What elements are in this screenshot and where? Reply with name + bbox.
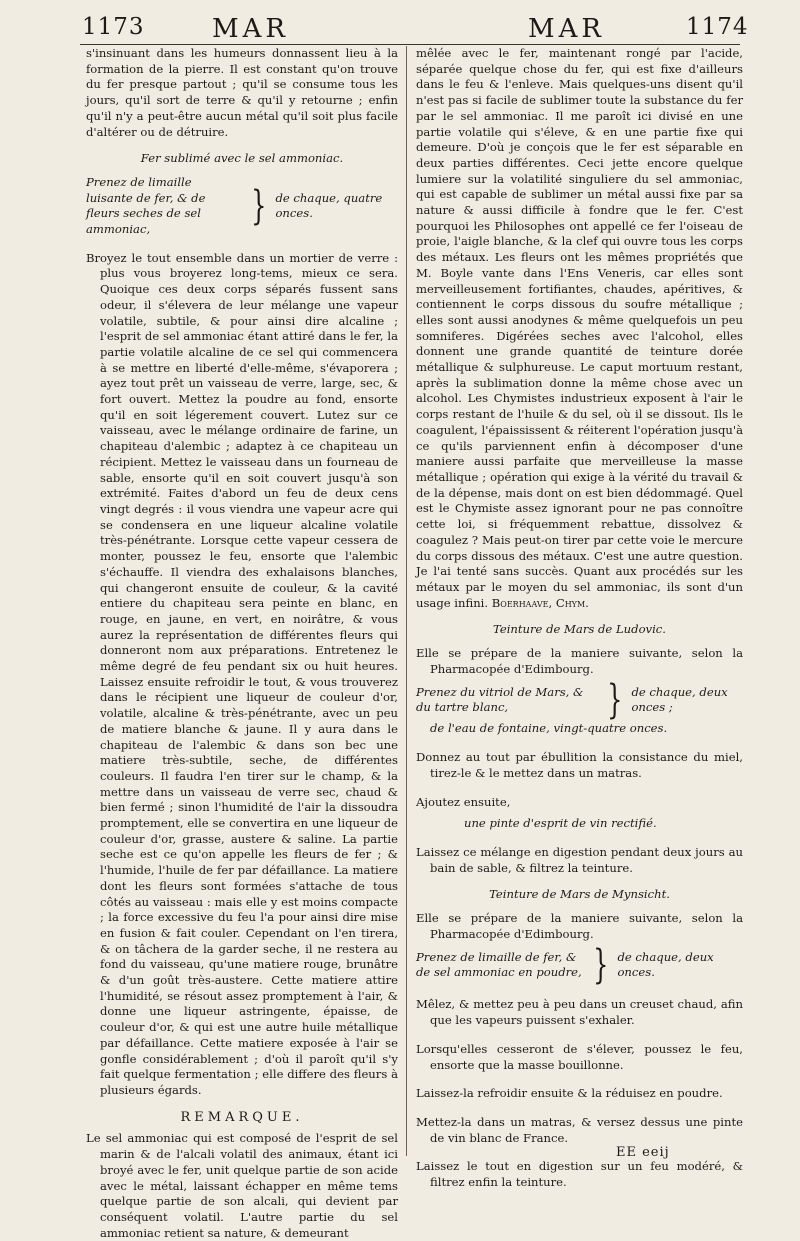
recipe-ludovic: [416, 677, 743, 724]
recipe-quantity: de chaque, quatre onces.: [275, 190, 383, 221]
section-heading: Teinture de Mars de Mynsicht.: [489, 887, 670, 902]
recipe-quantity: de chaque, deux onces ;: [631, 684, 728, 715]
column-divider: [406, 46, 407, 1156]
paragraph: Mettez-la dans un matras, & versez dessus une pinte de vin blanc de France.: [416, 1114, 743, 1145]
brace-glyph: }: [607, 677, 623, 724]
paragraph: Laissez ce mélange en digestion pendant deux jours au bain de sable, & filtrez la teinture.: [416, 844, 743, 875]
paragraph: Broyez le tout ensemble dans un mortier de verre : plus vous broyerez long-tems, mieux ce sera. Quoique ces deux corps séparés fussent sans odeur, il s'élevera de leur mélange une vapeur volatile, subtile, & pour ainsi dire alcaline ; l'esprit de sel ammoniac étant attiré dans le fer, la partie volatile alcaline de ce sel qui commencera à se mettre en liberté d'elle-même, s'évaporera ; ayez tout prêt un vaisseau de verre, large, sec, & fort ouvert. Mettez la poudre au fond, ensorte qu'il en soit légerement couvert. Lutez sur ce vaisseau, avec le mélange ordinaire de farine, un chapiteau d'alembic ; adaptez à ce chapiteau un récipient. Mettez le vaisseau dans un fourneau de sable, ensorte qu'il en soit couvert jusqu'à son extrémité. Faites d'abord un feu de deux cens vingt degrés : il vous viendra une vapeur acre qui se condensera en une liqueur alcaline volatile très-pénétrante. Lorsque cette vapeur cessera de monter, poussez le feu, ensorte que l'alembic s'échauffe. Il viendra des exhalaisons blanches, qui changeront ensuite de couleur, & la cavité entiere du chapiteau sera peinte en blanc, en rouge, en jaune, en vert, en noirâtre, & vous aurez la représentation de différentes fleurs qui donneront nom aux préparations. Entretenez le même degré de feu pendant six ou huit heures. Laissez ensuite refroidir le tout, & vous trouverez dans le récipient une liqueur de couleur d'or, volatile, alcaline & très-pénétrante, avec un peu de matiere blanche & jaune. Il y aura dans le chapiteau de l'alembic & dans son bec une matiere très-subtile, seche, de différentes couleurs. Il faudra l'en tirer sur le champ, & la mettre dans un vaisseau de verre sec, chaud & bien fermé ; sinon l'humidité de l'air la dissoudra promptement, elle se convertira en une liqueur de couleur d'or, grasse, austere & saline. La partie seche est ce qu'on appelle les fleurs de fer ; & l'humide, l'huile de fer par défaillance. La matiere dont les fleurs sont formées s'attache de tous côtés au vaisseau : mais elle y est moins compacte ; la force excessive du feu l'a pour ainsi dire mise en fusion & fait couler. Cependant on l'en tirera, & on tâchera de la garder seche, il ne restera au fond du vaisseau, qu'une matiere rouge, brunâtre & d'un goût très-austere. Cette matiere attire l'humidité, se résout assez promptement à l'air, & donne une liqueur astringente, épaisse, de couleur d'or, & qui est une autre huile métallique par défaillance. Cette matiere exposée à l'air se gonfle considérablement ; d'où il paroît qu'il s'y fait quelque fermentation ; elle differe des fleurs à plusieurs égards.: [86, 250, 398, 1097]
author-citation: Boerhaave, Chym.: [491, 595, 589, 610]
recipe-extra: de l'eau de fontaine, vingt-quatre onces.: [430, 721, 668, 736]
brace-glyph: }: [251, 183, 267, 230]
paragraph: Laissez-la refroidir ensuite & la réduisez en poudre.: [416, 1086, 723, 1101]
paragraph: Le sel ammoniac qui est composé de l'esprit de sel marin & de l'alcali volatil des animaux, étant ici broyé avec le fer, unit quelque partie de son acide avec le métal, laissant échapper en même tems quelque partie de son alcali, qui devient par conséquent volatil. L'autre partie du sel ammoniac retient sa nature, & demeurant: [86, 1131, 398, 1240]
header-rule: [80, 44, 740, 45]
recipe-quantity: de chaque, deux onces.: [617, 949, 714, 980]
paragraph: une pinte d'esprit de vin rectifié.: [464, 816, 657, 831]
brace-glyph: }: [593, 942, 609, 989]
section-heading: Fer sublimé avec le sel ammoniac.: [140, 151, 344, 166]
right-column: [416, 46, 743, 1191]
page-number-right: 1174: [686, 14, 749, 40]
paragraph-text: mêlée avec le fer, maintenant rongé par l'acide, séparée quelque chose du fer, qui est fixe d'ailleurs dans le feu & l'enleve. Mais quelques-uns disent qu'il n'est pas si facile de sublimer toute la substance du fer par le sel ammoniac. Il me paroît ici divisé en une partie volatile qui s'éleve, & en une partie fixe qui demeure. D'où je conçois que le fer est séparable en deux parties différentes. Ceci jette encore quelque lumiere sur la volatilité singuliere du sel ammoniac, qui est capable de sublimer un métal aussi fixe par sa nature & aussi difficile à fondre que le fer. C'est pourquoi les Philosophes ont appellé ce fer l'oiseau de proie, l'aigle blanche, & la clef qui ouvre tous les corps des métaux. Les fleurs ont les mêmes propriétés que M. Boyle vante dans l'Ens Veneris, car elles sont merveilleusement fortifiantes, chaudes, apéritives, & contiennent le corps dissous du soufre métallique ; elles sont aussi anodynes & même quelquefois un peu somniferes. Digérées seches avec l'alcohol, elles donnent une grande quantité de teinture dorée métallique & sulphureuse. Le caput mortuum restant, après la sublimation donne la même chose avec un alcohol. Les Chymistes industrieux exposent à l'air le corps restant de l'huile & du sel, où il se dissout. Ils le coagulent, l'épaississent & réiterent l'opération jusqu'à ce qu'ils parviennent enfin à décomposer d'une maniere aussi parfaite que merveilleuse la masse métallique ; opération qui exige à la vérité du travail & de la dépense, mais dont on est bien dédommagé. Quel est le Chymiste assez ignorant pour ne pas connoître cette loi, si fréquemment rebattue, dissolvez & coagulez ? Mais peut-on tirer par cette voie le mercure du corps dissous des métaux. C'est une autre question. Je l'ai tenté sans succès. Quant aux procédés sur les métaux par le moyen du sel ammoniac, ils sont d'un usage infini.: [416, 46, 743, 610]
left-column: [86, 46, 398, 1241]
paragraph: [416, 46, 743, 611]
remarque-heading: REMARQUE.: [180, 1109, 304, 1125]
recipe-ingredients: Prenez du vitriol de Mars, & du tartre blanc,: [416, 684, 584, 715]
paragraph: Donnez au tout par ébullition la consistance du miel, tirez-le & le mettez dans un matras.: [416, 750, 743, 780]
page-number-left: 1173: [82, 14, 145, 40]
paragraph: Elle se prépare de la maniere suivante, selon la Pharmacopée d'Edimbourg.: [416, 911, 743, 941]
paragraph: Mêlez, & mettez peu à peu dans un creuset chaud, afin que les vapeurs puissent s'exhaler.: [416, 997, 743, 1028]
running-title-left: MAR: [212, 14, 289, 44]
paragraph: s'insinuant dans les humeurs donnassent lieu à la formation de la pierre. Il est constant qu'on trouve du fer presque partout ; qu'il se consume tous les jours, qu'il sort de terre & qu'il y retourne ; enfin qu'il n'y a peut-être aucun métal qu'il soit plus facile d'altérer ou de détruire.: [86, 46, 398, 139]
section-heading: Teinture de Mars de Ludovic.: [493, 622, 666, 637]
paragraph: Lorsqu'elles cesseront de s'élever, poussez le feu, ensorte que la masse bouillonne.: [416, 1041, 743, 1072]
recipe-ingredients: Prenez de limaille de fer, & de sel ammoniac en poudre,: [416, 949, 582, 980]
paragraph: Laissez le tout en digestion sur un feu modéré, & filtrez enfin la teinture.: [416, 1159, 743, 1190]
running-title-right: MAR: [528, 14, 605, 44]
paragraph: Ajoutez ensuite,: [416, 794, 511, 809]
recipe-ingredients: Prenez de limaille luisante de fer, & de fleurs seches de sel ammoniac,: [86, 174, 206, 237]
signature-mark: EE eeij: [616, 1145, 670, 1160]
recipe-mynsicht: [416, 942, 743, 989]
recipe-fer-sublime: [86, 175, 398, 238]
paragraph: Elle se prépare de la maniere suivante, selon la Pharmacopée d'Edimbourg.: [416, 646, 743, 676]
